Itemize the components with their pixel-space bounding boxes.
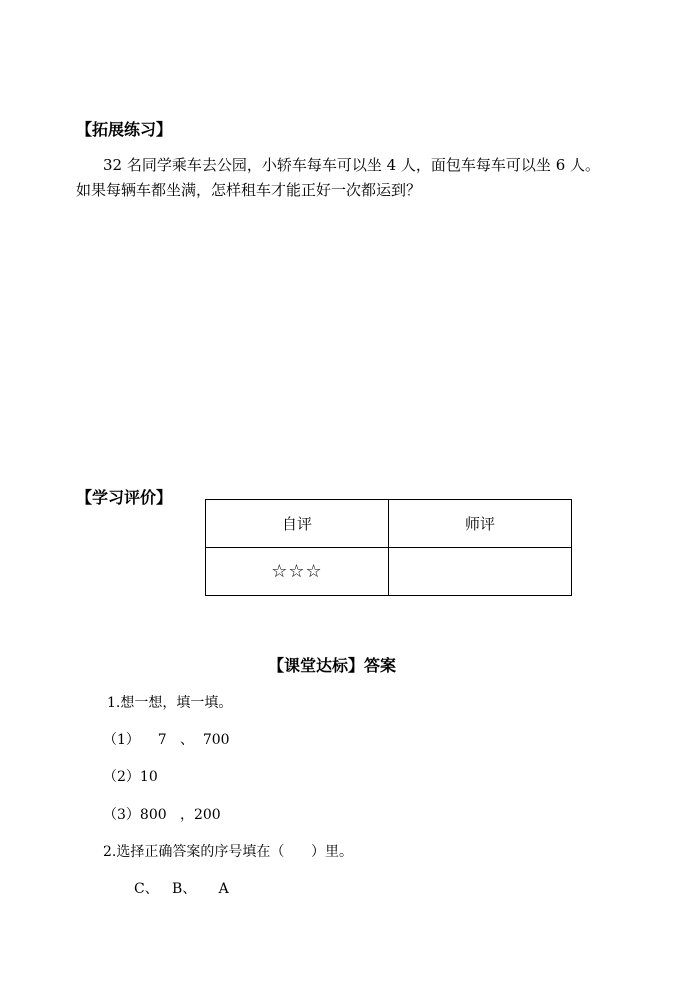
answers-title: 【课堂达标】答案 bbox=[268, 656, 397, 675]
answer-1-1: （1） 7 、 700 bbox=[103, 732, 230, 748]
evaluation-heading: 【学习评价】 bbox=[76, 488, 173, 507]
answer-1-2: （2）10 bbox=[103, 769, 158, 785]
evaluation-header-row bbox=[206, 500, 572, 548]
answer-1-3: （3）800 ，200 bbox=[103, 807, 221, 823]
extension-problem-line1: 32 名同学乘车去公园，小轿车每车可以坐 4 人，面包车每车可以坐 6 人。 bbox=[103, 156, 601, 174]
teacher-eval-value[interactable] bbox=[389, 548, 572, 596]
self-eval-header: 自评 bbox=[206, 500, 389, 548]
self-eval-stars[interactable]: ☆☆☆ bbox=[206, 548, 389, 596]
evaluation-table bbox=[205, 499, 572, 596]
teacher-eval-header: 师评 bbox=[389, 500, 572, 548]
question-2: 2.选择正确答案的序号填在（ ）里。 bbox=[103, 844, 354, 860]
extension-heading: 【拓展练习】 bbox=[76, 120, 173, 139]
answer-2: C、 B、 A bbox=[134, 881, 229, 897]
evaluation-value-row bbox=[206, 548, 572, 596]
question-1: 1.想一想，填一填。 bbox=[107, 695, 233, 711]
extension-problem-line2: 如果每辆车都坐满，怎样租车才能正好一次都运到？ bbox=[76, 181, 422, 199]
